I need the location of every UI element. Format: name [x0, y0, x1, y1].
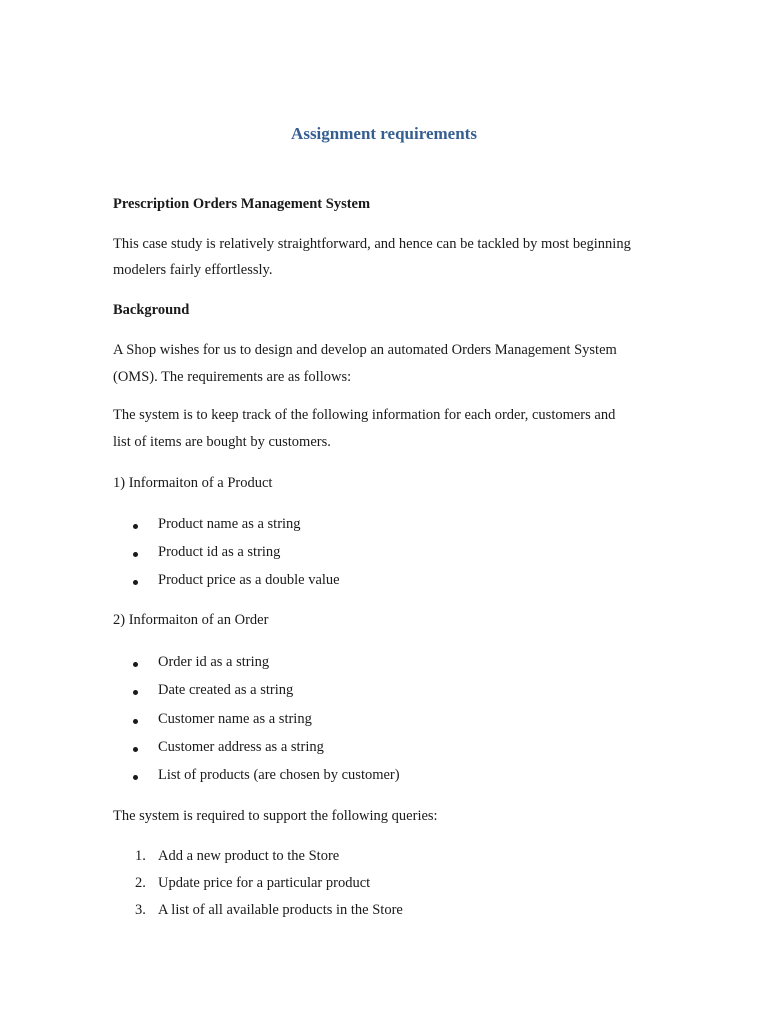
bullet-icon: [133, 580, 138, 585]
bullet-icon: [133, 552, 138, 557]
background-heading: Background: [113, 302, 190, 318]
tracking-text-line-1: The system is to keep track of the following information for each order, customers and: [113, 407, 616, 423]
background-text-line-2: (OMS). The requirements are as follows:: [113, 369, 352, 385]
numbered-item-text: Update price for a particular product: [158, 875, 371, 891]
queries-intro: The system is required to support the following queries:: [113, 808, 438, 824]
list-item-text: Customer address as a string: [158, 739, 324, 755]
subtitle: Prescription Orders Management System: [113, 196, 371, 212]
intro-text-line-1: This case study is relatively straightforward, and hence can be tackled by most beginning: [113, 236, 631, 252]
document-title: Assignment requirements: [291, 124, 477, 143]
order-heading: 2) Informaiton of an Order: [113, 612, 269, 628]
list-item-text: Order id as a string: [158, 654, 270, 670]
list-item-text: Date created as a string: [158, 682, 294, 698]
numbered-item-text: Add a new product to the Store: [158, 848, 340, 864]
list-item-text: Product id as a string: [158, 544, 281, 560]
bullet-icon: [133, 524, 138, 529]
bullet-icon: [133, 662, 138, 667]
bullet-icon: [133, 775, 138, 780]
bullet-icon: [133, 690, 138, 695]
list-item-text: List of products (are chosen by customer): [158, 767, 400, 783]
numbered-item-text: A list of all available products in the Store: [158, 902, 403, 918]
intro-text-line-2: modelers fairly effortlessly.: [113, 262, 273, 278]
item-number: 1.: [135, 848, 146, 864]
bullet-icon: [133, 747, 138, 752]
list-item-text: Product name as a string: [158, 516, 301, 532]
list-item-text: Customer name as a string: [158, 711, 312, 727]
product-heading: 1) Informaiton of a Product: [113, 475, 273, 491]
bullet-icon: [133, 719, 138, 724]
list-item-text: Product price as a double value: [158, 572, 340, 588]
item-number: 3.: [135, 902, 146, 918]
item-number: 2.: [135, 875, 146, 891]
background-text-line-1: A Shop wishes for us to design and develop an automated Orders Management System: [113, 342, 617, 358]
tracking-text-line-2: list of items are bought by customers.: [113, 434, 331, 450]
